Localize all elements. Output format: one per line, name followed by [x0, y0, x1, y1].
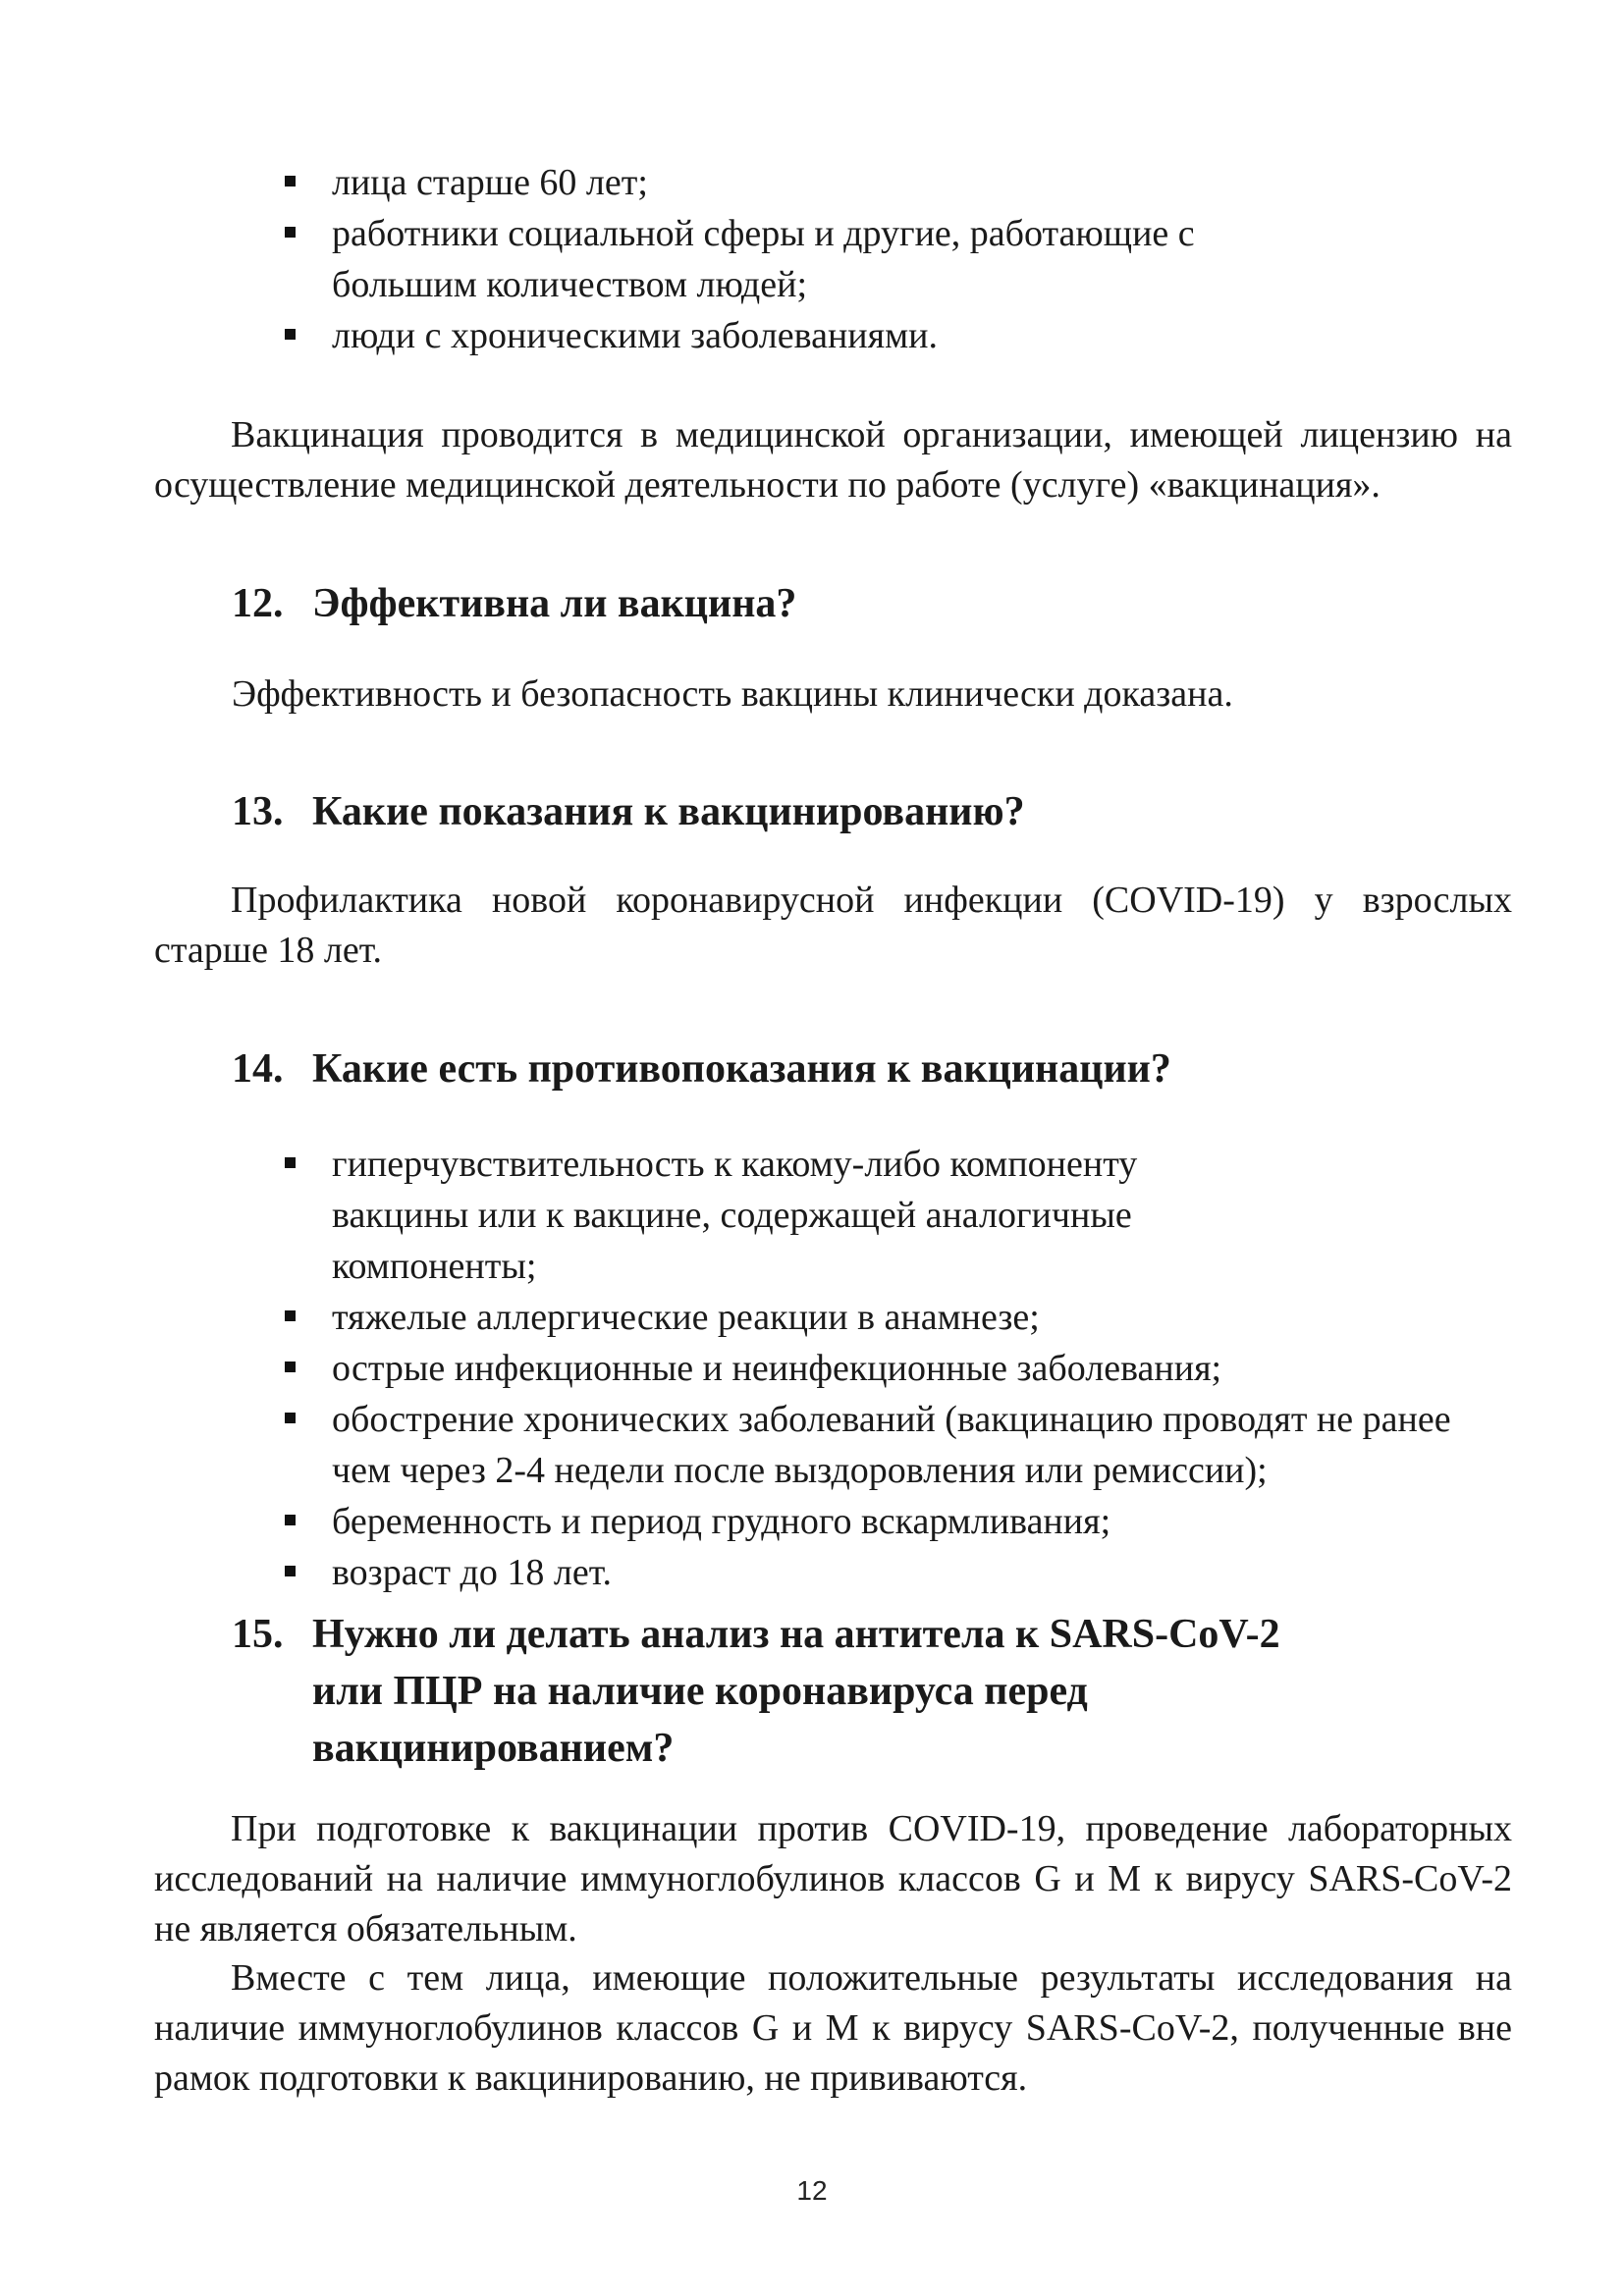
- section-heading-13: [232, 783, 1508, 840]
- section-heading-14: [232, 1041, 1508, 1097]
- section-15-paragraph-1: При подготовке к вакцинации против COVID-19, проведение лабораторных исследований на наличие иммуноглобулинов классов G и M к вирусу SARS-CoV-2 не является обязательным.: [154, 1808, 1512, 1949]
- bullet-icon: [285, 329, 296, 340]
- list-item: обострение хронических заболеваний (вакцинацию проводят не ранее чем через 2-4 недели после выздоровления или ремиссии);: [277, 1394, 1514, 1496]
- bullet-icon: [285, 1413, 296, 1423]
- section-title: Эффективна ли вакцина?: [312, 581, 797, 626]
- bullet-icon: [285, 176, 296, 187]
- section-title: Какие есть противопоказания к вакцинации?: [312, 1046, 1171, 1092]
- bullet-icon: [285, 1566, 296, 1576]
- vaccination-paragraph: Вакцинация проводится в медицинской организации, имеющей лицензию на осуществление медицинской деятельности по работе (услуге) «вакцинация».: [154, 414, 1512, 506]
- list-item: работники социальной сферы и другие, работающие с большим количеством людей;: [277, 208, 1514, 310]
- bullet-icon: [285, 1515, 296, 1525]
- list-item: острые инфекционные и неинфекционные заболевания;: [277, 1343, 1514, 1394]
- bullet-icon: [285, 1362, 296, 1372]
- section-heading-15: [232, 1606, 1361, 1777]
- list-item: тяжелые аллергические реакции в анамнезе;: [277, 1292, 1514, 1343]
- section-number: 12.: [232, 581, 284, 626]
- list-item: люди с хроническими заболеваниями.: [277, 310, 1514, 361]
- list-item: лица старше 60 лет;: [277, 157, 1514, 208]
- section-15-paragraph-2: Вместе с тем лица, имеющие положительные результаты исследования на наличие иммуноглобулинов классов G и M к вирусу SARS-CoV-2, полученные вне рамок подготовки к вакцинированию, не прививаются.: [154, 1957, 1512, 2099]
- list-item: беременность и период грудного вскармливания;: [277, 1496, 1514, 1547]
- page-number: 12: [796, 2175, 828, 2206]
- section-title: Какие показания к вакцинированию?: [312, 789, 1025, 834]
- section-title: Нужно ли делать анализ на антитела к SARS-CoV-2 или ПЦР на наличие коронавируса перед вакцинированием?: [312, 1612, 1280, 1771]
- section-heading-12: [232, 575, 1508, 632]
- list-item: гиперчувствительность к какому-либо компоненту вакцины или к вакцине, содержащей аналогичные компоненты;: [277, 1139, 1514, 1292]
- section-number: 13.: [232, 789, 284, 834]
- section-13-body: Профилактика новой коронавирусной инфекции (COVID-19) у взрослых старше 18 лет.: [154, 880, 1512, 971]
- bullet-icon: [285, 227, 296, 238]
- bullet-icon: [285, 1157, 296, 1168]
- section-number: 14.: [232, 1046, 284, 1092]
- bullet-icon: [285, 1310, 296, 1321]
- section-12-body: Эффективность и безопасность вакцины клинически доказана.: [232, 673, 1233, 715]
- risk-groups-list: [277, 157, 1514, 361]
- section-number: 15.: [232, 1612, 284, 1657]
- contraindications-list: [277, 1139, 1514, 1598]
- list-item: возраст до 18 лет.: [277, 1547, 1514, 1598]
